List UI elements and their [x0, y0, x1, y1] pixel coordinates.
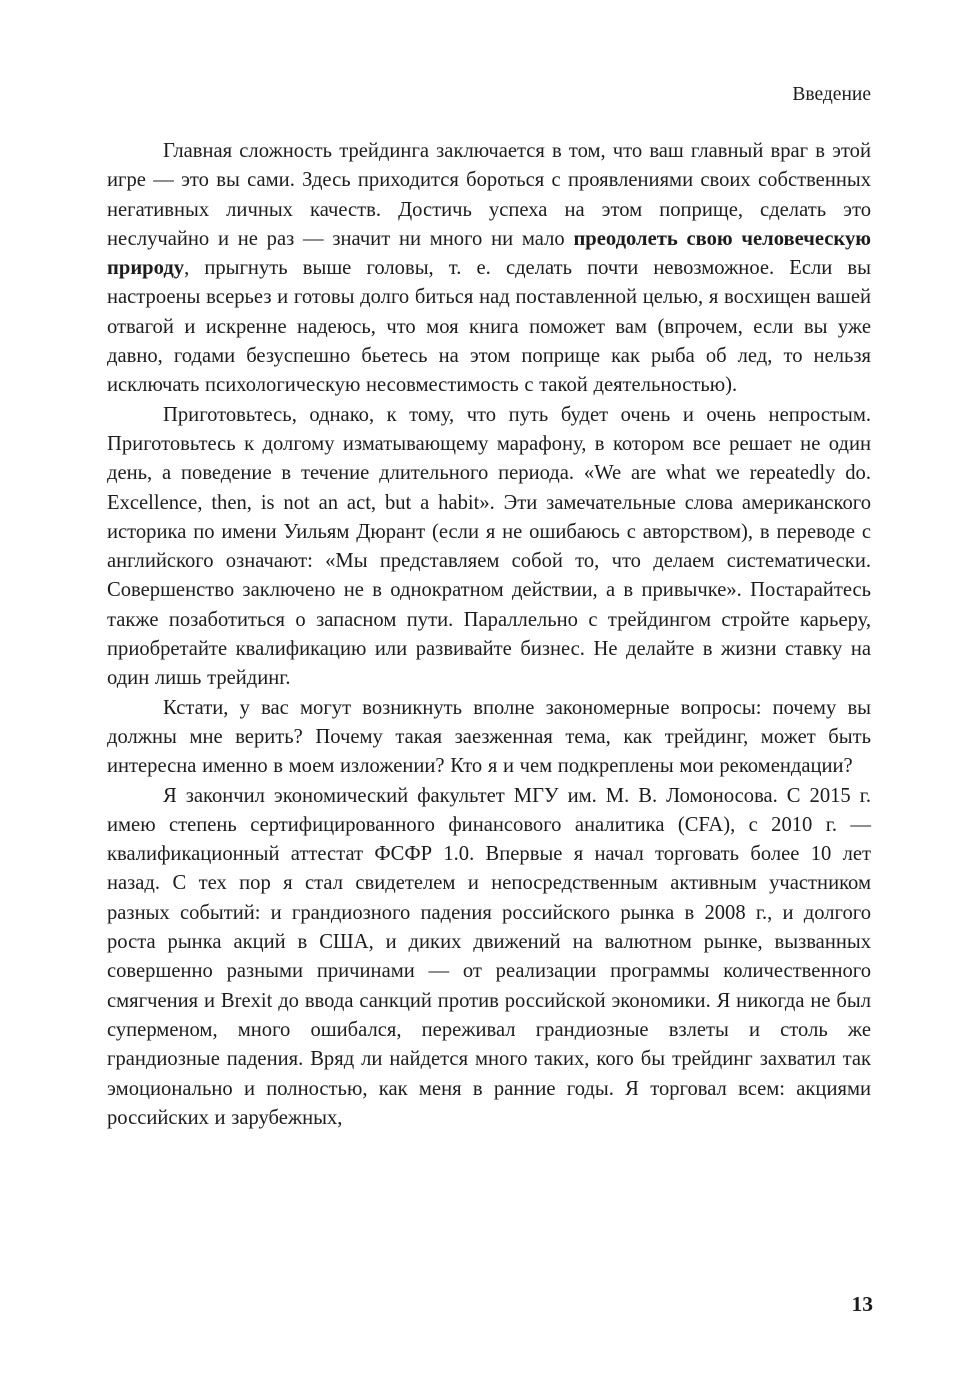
body-text	[107, 137, 871, 1133]
bold-emphasis: преодолеть свою человеческую природу	[107, 227, 872, 280]
paragraph-text: Главная сложность трейдинга заключается в том, что ваш главный враг в этой игре — это вы сами. Здесь приходится бороться с проявлениями своих собственных негативных личных качеств. Достичь успеха на этом поприще, сделать это неслучайно и не раз — значит ни много ни мало	[107, 140, 871, 250]
paragraph: Кстати, у вас могут возникнуть вполне закономерные вопросы: почему вы должны мне верить? Почему такая заезженная тема, как трейдинг, может быть интересна именно в моем изложении? Кто я и чем подкреплены мои рекомендации?	[107, 696, 871, 778]
paragraph: Приготовьтесь, однако, к тому, что путь будет очень и очень непростым. Приготовьтесь к долгому изматывающему марафону, в котором все решает не один день, а поведение в течение длительного периода. «We are what we repeatedly do. Excellence, then, is not an act, but a habit». Эти замечательные слова американского историка по имени Уильям Дюрант (если я не ошибаюсь с авторством), в переводе с английского означают: «Мы представляем собой то, что делаем систематически. Совершенство заключено не в однократном действии, а в привычке». Постарайтесь также позаботиться о запасном пути. Параллельно с трейдингом стройте карьеру, приобретайте квалификацию или развивайте бизнес. Не делайте в жизни ставку на один лишь трейдинг.	[107, 403, 871, 690]
running-head: Введение	[792, 84, 871, 105]
page-number: 13	[851, 1292, 873, 1316]
paragraph: Я закончил экономический факультет МГУ им. М. В. Ломоносова. С 2015 г. имею степень сертифицированного финансового аналитика (CFA), с 2010 г. — квалификационный аттестат ФСФР 1.0. Впервые я начал торговать более 10 лет назад. С тех пор я стал свидетелем и непосредственным активным участником разных событий: и грандиозного падения российского рынка в 2008 г., и долгого роста рынка акций в США, и диких движений на валютном рынке, вызванных совершенно разными причинами — от реализации программы количественного смягчения и Brexit до ввода санкций против российской экономики. Я никогда не был суперменом, много ошибался, переживал грандиозные взлеты и столь же грандиозные падения. Вряд ли найдется много таких, кого бы трейдинг захватил так эмоционально и полностью, как меня в ранние годы. Я торговал всем: акциями российских и зарубежных,	[107, 784, 871, 1129]
paragraph	[107, 137, 871, 401]
paragraph-text: , прыгнуть выше головы, т. е. сделать почти невозможное. Если вы настроены всерьез и готовы долго биться над поставленной целью, я восхищен вашей отвагой и искренне надеюсь, что моя книга поможет вам (впрочем, если вы уже давно, годами безуспешно бьетесь на этом поприще как рыба об лед, то нельзя исключать психологическую несовместимость с такой деятельностью).	[107, 257, 871, 397]
